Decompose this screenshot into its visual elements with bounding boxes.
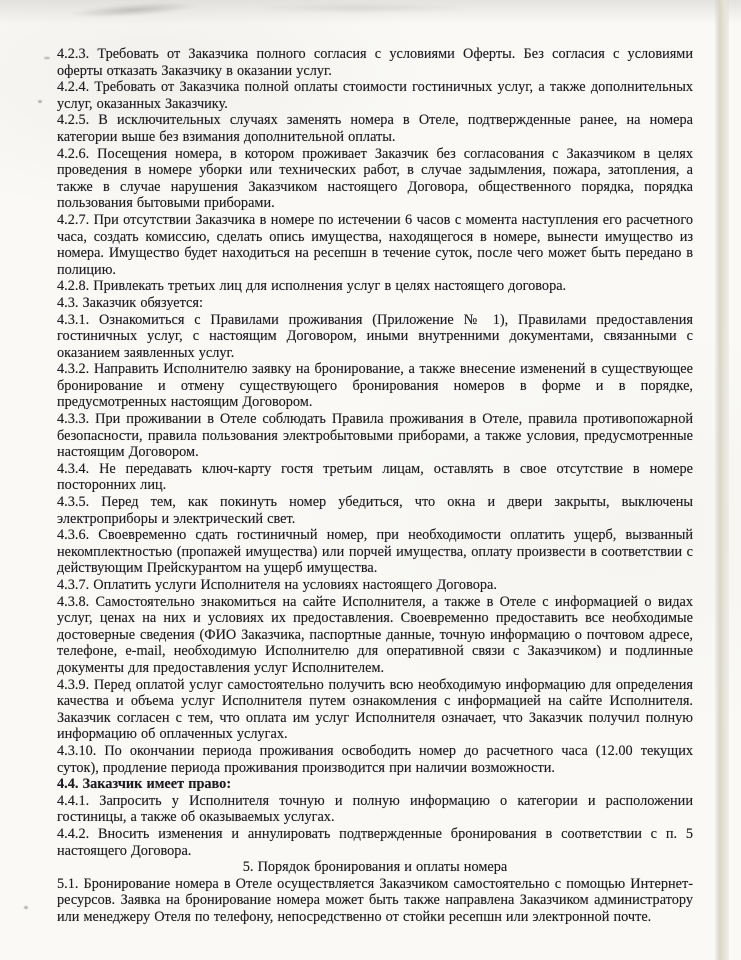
contract-paragraph: 4.3.10. По окончании периода проживания освободить номер до расчетного часа (12.00 текущих суток), продление периода проживания производится при наличии возможности. [57,742,693,776]
contract-paragraph: 4.3.1. Ознакомиться с Правилами проживания (Приложение № 1), Правилами предоставления гостиничных услуг, с настоящим Договором, иными внутренними документами, связанными с оказанием заявленных услуг. [57,311,693,361]
contract-paragraph: 4.3.4. Не передавать ключ-карту гостя третьим лицам, оставлять в свое отсутствие в номере посторонних лиц. [57,460,693,494]
pencil-smudge-artifact [68,0,199,21]
contract-paragraph: 4.3.9. Перед оплатой услуг самостоятельно получить всю необходимую информацию для определения качества и объема услуг Исполнителя путем ознакомления с информацией на сайте Исполнителя. Заказчик согласен с тем, что оплата им услуг Исполнителя означает, что Заказчик получил полную информацию об оплаченных услугах. [57,676,693,743]
pencil-smudge-artifact [250,3,470,13]
contract-paragraph: 4.3.3. При проживании в Отеле соблюдать Правила проживания в Отеле, правила противопожарной безопасности, правила пользования электробытовыми приборами, а также условия, предусмотренные настоящим Договором. [57,411,693,461]
contract-paragraph: 4.2.8. Привлекать третьих лиц для исполнения услуг в целях настоящего договора. [57,278,567,295]
contract-paragraph: 4.4.1. Запросить у Исполнителя точную и полную информацию о категории и расположении гостиницы, а также об оказываемых услугах. [57,792,693,826]
contract-paragraph: 4.3.2. Направить Исполнителю заявку на бронирование, а также внесение изменений в существующее бронирование и отмену существующего бронирования номеров в форме и в порядке, предусмотренных настоящим Договором. [57,361,693,411]
scan-speck-artifact [38,100,42,103]
contract-paragraph: 4.3.8. Самостоятельно знакомиться на сайте Исполнителя, а также в Отеле с информацией о видах услуг, ценах на них и условиях их предоставления. Своевременно предоставить все необходимые достоверные сведения (ФИО Заказчика, паспортные данные, точную информацию о почтовом адресе, телефоне, e-mail, необходимую Исполнителю для оперативной связи с Заказчиком) и подлинные документы для предоставления услуг Исполнителем. [57,593,693,676]
contract-paragraph: 4.2.6. Посещения номера, в котором проживает Заказчик без согласования с Заказчиком в целях проведения в номере уборки или технических работ, в случае задымления, пожара, затопления, а также в случае нарушения Заказчиком настоящего Договора, общественного порядка, порядка пользования бытовыми приборами. [57,145,693,212]
contract-paragraph: 4.2.4. Требовать от Заказчика полной оплаты стоимости гостиничных услуг, а также дополнительных услуг, оказанных Заказчику. [57,79,693,112]
clause-heading: 4.4. Заказчик имеет право: [57,776,232,793]
scan-page-edge-strip [715,0,729,960]
contract-text-block [57,46,693,925]
contract-paragraph: 4.3. Заказчик обязуется: [57,294,203,311]
contract-paragraph: 4.3.6. Своевременно сдать гостиничный номер, при необходимости оплатить ущерб, вызванный некомплектностью (пропажей имущества) или порчей имущества, оплату произвести в соответствии с действующим Прейскурантом на ущерб имущества. [57,527,693,577]
contract-paragraph: 4.2.5. В исключительных случаях заменять номера в Отеле, подтвержденные ранее, на номера категории выше без взимания дополнительной оплаты. [57,112,693,145]
contract-paragraph: 5.1. Бронирование номера в Отеле осуществляется Заказчиком самостоятельно с помощью Интернет-ресурсов. Заявка на бронирование номера может быть также направлена Заказчиком администратору или менеджеру Отеля по телефону, непосредственно от стойки ресепшн или электронной почте. [57,875,693,925]
contract-paragraph: 4.2.7. При отсутствии Заказчика в номере по истечении 6 часов с момента наступления его расчетного часа, создать комиссию, сделать опись имущества, находящегося в номере, вынести имущество из номера. Имущество будет находиться на ресепшн в течение суток, после чего может быть передано в полицию. [57,211,693,278]
section-heading: 5. Порядок бронирования и оплаты номера [242,859,508,876]
scan-speck-artifact [24,906,28,909]
contract-paragraph: 4.3.7. Оплатить услуги Исполнителя на условиях настоящего Договора. [57,577,497,593]
contract-paragraph: 4.3.5. Перед тем, как покинуть номер убедиться, что окна и двери закрыты, выключены электроприборы и электрический свет. [57,494,693,527]
contract-paragraph: 4.2.3. Требовать от Заказчика полного согласия с условиями Оферты. Без согласия с условиями оферты отказать Заказчику в оказании услуг. [57,46,693,79]
contract-paragraph: 4.4.2. Вносить изменения и аннулировать подтвержденные бронирования в соответствии с п. 5 настоящего Договора. [57,825,693,859]
scan-speck-artifact [44,57,50,59]
